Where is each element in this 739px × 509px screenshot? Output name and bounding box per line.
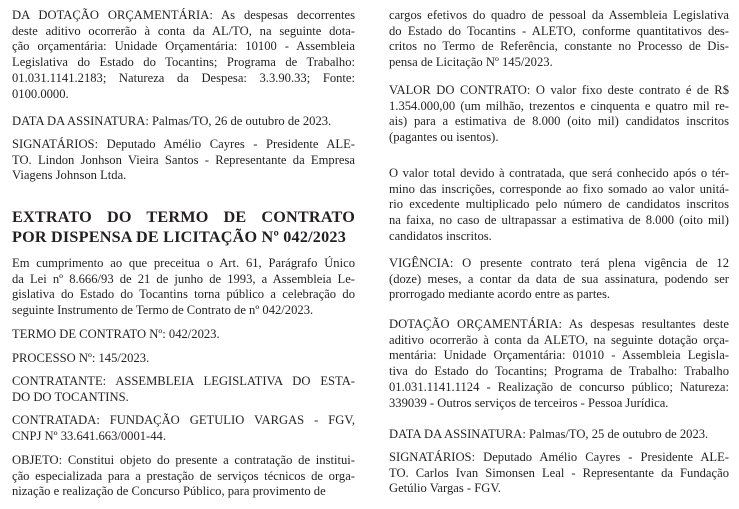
text-line: pensa de Licitação Nº 145/2023.	[389, 55, 553, 70]
signatarios-paragraph	[389, 450, 729, 497]
data-assinatura-paragraph	[389, 427, 729, 443]
text-line: 01.031.1141.2183; Natureza da Despesa: 3.3.90.33; Fonte:	[12, 70, 355, 85]
signatarios-paragraph	[12, 137, 355, 184]
text-line: 339039 - Outros serviços de terceiros - Pessoa Jurídica.	[389, 395, 669, 410]
text-line: 0100.0000.	[12, 86, 69, 101]
text-line: mentária: Unidade Orçamentária: 01010 - Assembleia Legisla-	[389, 348, 729, 363]
processo-paragraph	[12, 351, 355, 367]
contratada-paragraph	[12, 413, 355, 444]
text-line: 1.354.000,00 (um milhão, trezentos e cinquenta e quatro mil re-	[389, 98, 729, 113]
text-line: ais) para a estimativa de 8.000 (oito mil) candidatos inscritos	[389, 114, 729, 129]
text-line: ção especializada para a prestação de serviços técnicos de orga-	[12, 468, 355, 483]
text-line: aditivo ocorrerão à conta da ALETO, na seguinte dotação orça-	[389, 332, 729, 347]
text-line: candidatos inscritos.	[389, 228, 492, 243]
text-line: TERMO DE CONTRATO Nº: 042/2023.	[12, 327, 220, 341]
text-line: OBJETO: Constitui objeto do presente a contratação de institui-	[12, 453, 355, 467]
text-line: tiva do Estado do Tocantins; Programa de Trabalho: Trabalho	[389, 364, 729, 379]
text-line: SIGNATÁRIOS: Deputado Amélio Cayres - Presidente ALE-	[12, 137, 355, 151]
text-line: EXTRATO DO TERMO DE CONTRATO	[12, 208, 355, 226]
data-assinatura-paragraph	[12, 114, 355, 130]
text-line: CNPJ Nº 33.641.663/0001-44.	[12, 428, 166, 443]
text-line: do Estado do Tocantins - ALETO, conforme quantitativos des-	[389, 23, 729, 38]
text-line: deste aditivo ocorrerão à conta da AL/TO, na seguinte dota-	[12, 23, 355, 38]
text-line: na faixa, no caso de ultrapassar a estimativa de 8.000 (oito mil)	[389, 213, 729, 228]
objeto-continuation-paragraph	[389, 8, 729, 71]
text-line: SIGNATÁRIOS: Deputado Amélio Cayres - Presidente ALE-	[389, 450, 729, 464]
section-heading	[12, 208, 355, 247]
valor-total-paragraph	[389, 166, 729, 245]
text-line: rio excedente multiplicado pelo número de candidatos inscritos	[389, 197, 729, 212]
text-line: nização e realização de Concurso Público, para provimento de	[12, 484, 326, 499]
dotacao-paragraph	[12, 8, 355, 102]
text-line: TO. Carlos Ivan Simonsen Leal - Representante da Fundação	[389, 465, 729, 480]
vigencia-paragraph	[389, 256, 729, 303]
cumprimento-paragraph	[12, 256, 355, 319]
text-line: gislativa do Estado do Tocantins torna público a celebração do	[12, 287, 355, 302]
text-line: DATA DA ASSINATURA: Palmas/TO, 26 de outubro de 2023.	[12, 114, 332, 128]
objeto-paragraph	[12, 453, 355, 500]
text-line: (pagantes ou isentos).	[389, 130, 499, 145]
text-line: da Lei nº 8.666/93 de 21 de junho de 1993, a Assembleia Le-	[12, 271, 355, 286]
text-line: cargos efetivos do quadro de pessoal da Assembleia Legislativa	[389, 8, 729, 22]
text-line: Legislativa do Estado do Tocantins; Programa de Trabalho:	[12, 55, 355, 70]
text-line: TO. Lindon Jonhson Vieira Santos - Representante da Empresa	[12, 152, 355, 167]
text-line: DA DOTAÇÃO ORÇAMENTÁRIA: As despesas decorrentes	[12, 8, 355, 22]
text-line: CONTRATANTE: ASSEMBLEIA LEGISLATIVA DO ESTA-	[12, 374, 355, 388]
text-line: seguinte Instrumento de Termo de Contrato de nº 042/2023.	[12, 303, 314, 318]
text-line: CONTRATADA: FUNDAÇÃO GETULIO VARGAS - FGV,	[12, 413, 355, 427]
text-line: 01.031.1141.1124 - Realização de concurso público; Natureza:	[389, 379, 729, 394]
text-line: VALOR DO CONTRATO: O valor fixo deste contrato é de R$	[389, 83, 729, 97]
text-line: DO DO TOCANTINS.	[12, 389, 129, 404]
text-line: (doze) meses, a contar da data de sua assinatura, podendo ser	[389, 271, 729, 286]
termo-contrato-paragraph	[12, 327, 355, 343]
text-line: POR DISPENSA DE LICITAÇÃO Nº 042/2023	[12, 227, 346, 246]
text-line: DATA DA ASSINATURA: Palmas/TO, 25 de outubro de 2023.	[389, 427, 709, 441]
text-line: Getúlio Vargas - FGV.	[389, 481, 501, 496]
text-line: O valor total devido à contratada, que será conhecido após o tér-	[389, 166, 729, 180]
text-line: VIGÊNCIA: O presente contrato terá plena vigência de 12	[389, 256, 729, 270]
text-line: DOTAÇÃO ORÇAMENTÁRIA: As despesas resultantes deste	[389, 317, 729, 331]
text-line: PROCESSO Nº: 145/2023.	[12, 351, 150, 365]
text-line: Viagens Johnson Ltda.	[12, 168, 127, 183]
text-line: Em cumprimento ao que preceitua o Art. 61, Parágrafo Único	[12, 256, 355, 270]
text-line: critos no Termo de Referência, constante no Processo de Dis-	[389, 39, 729, 54]
contratante-paragraph	[12, 374, 355, 405]
text-line: prorrogado mediante acordo entre as partes.	[389, 287, 610, 302]
dotacao-paragraph	[389, 317, 729, 411]
text-line: ção orçamentária: Unidade Orçamentária: 10100 - Assembleia	[12, 39, 355, 54]
text-line: mino das inscrições, corresponde ao fixo somado ao valor unitá-	[389, 181, 729, 196]
valor-contrato-paragraph	[389, 83, 729, 146]
